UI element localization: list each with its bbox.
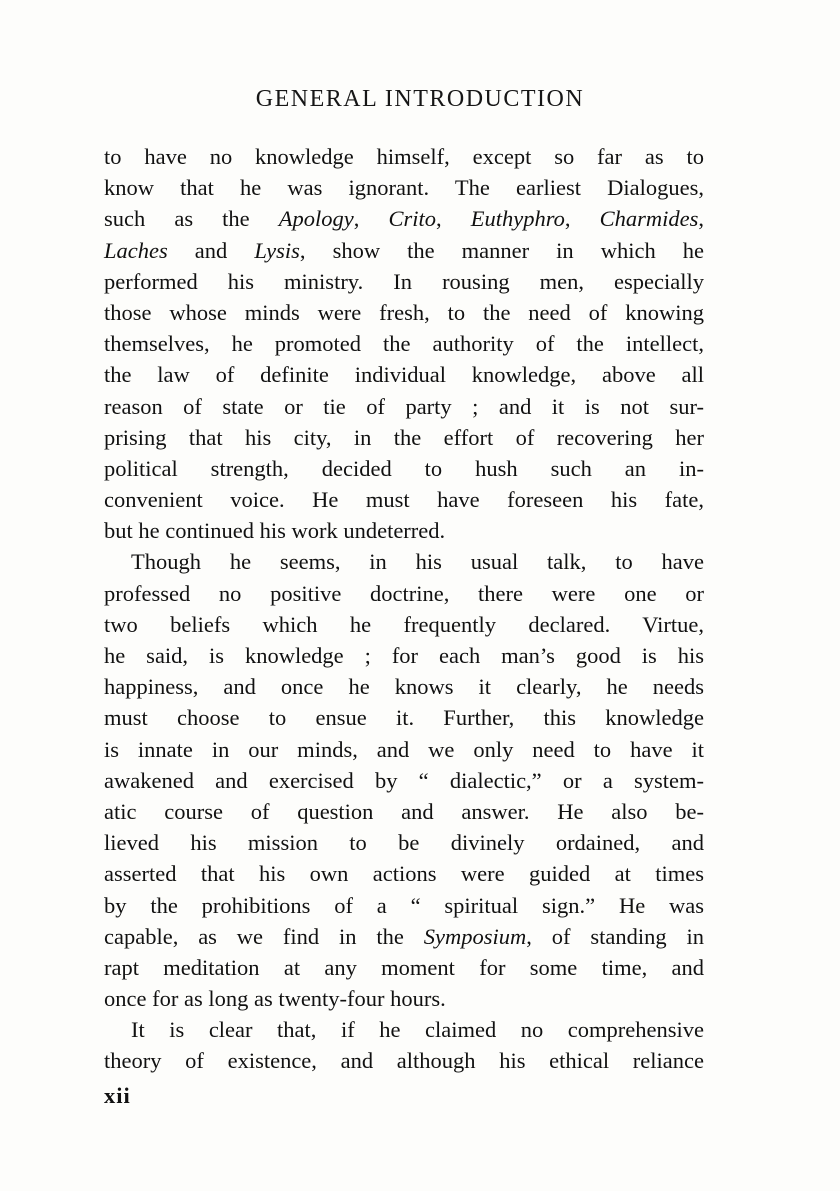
text-line: Laches and Lysis, show the manner in which he xyxy=(104,237,704,263)
text-line: those whose minds were fresh, to the need of knowing xyxy=(104,299,704,325)
italic-title: Laches xyxy=(104,237,168,263)
italic-title: Lysis xyxy=(254,237,300,263)
text-line: professed no positive doctrine, there were one or xyxy=(104,580,704,606)
italic-title: Charmides xyxy=(599,206,699,232)
text-line: lieved his mission to be divinely ordained, and xyxy=(104,830,704,856)
text-line: atic course of question and answer. He also be- xyxy=(104,798,704,824)
text-line: convenient voice. He must have foreseen his fate, xyxy=(104,487,704,513)
text-line: themselves, he promoted the authority of the intellect, xyxy=(104,331,704,357)
text-line: prising that his city, in the effort of recovering her xyxy=(104,424,704,450)
page-number: xii xyxy=(104,1083,131,1108)
text-line: the law of definite individual knowledge, above all xyxy=(104,362,704,388)
italic-title: Crito xyxy=(388,206,437,232)
text-line: such as the Apology, Crito, Euthyphro, Charmides, xyxy=(104,206,705,232)
text-line: theory of existence, and although his ethical reliance xyxy=(104,1048,704,1074)
text-line: to have no knowledge himself, except so far as to xyxy=(104,144,704,169)
text-line: performed his ministry. In rousing men, especially xyxy=(104,268,704,294)
text-line: two beliefs which he frequently declared. Virtue, xyxy=(104,611,704,637)
italic-title: Symposium xyxy=(423,923,527,949)
text-line: once for as long as twenty-four hours. xyxy=(104,986,446,1012)
text-line: happiness, and once he knows it clearly, he needs xyxy=(104,674,704,700)
text-line: Though he seems, in his usual talk, to have xyxy=(131,549,704,575)
text-line: reason of state or tie of party ; and it is not sur- xyxy=(104,393,704,419)
text-line: asserted that his own actions were guided at times xyxy=(104,861,704,887)
text-line: awakened and exercised by “ dialectic,” or a system- xyxy=(104,767,704,793)
text-line: must choose to ensue it. Further, this knowledge xyxy=(104,705,704,731)
text-line: capable, as we find in the Symposium, of standing in xyxy=(104,923,704,949)
text-line: but he continued his work undeterred. xyxy=(104,518,446,544)
italic-title: Apology xyxy=(278,206,354,232)
running-head: GENERAL INTRODUCTION xyxy=(255,86,585,112)
text-line: know that he was ignorant. The earliest Dialogues, xyxy=(104,175,704,201)
text-line: rapt meditation at any moment for some time, and xyxy=(104,954,704,980)
text-line: he said, is knowledge ; for each man’s good is his xyxy=(104,643,704,668)
text-line: is innate in our minds, and we only need to have it xyxy=(104,736,704,762)
text-line: by the prohibitions of a “ spiritual sign.” He was xyxy=(104,892,704,918)
italic-title: Euthyphro xyxy=(470,206,565,232)
text-line: political strength, decided to hush such an in- xyxy=(104,455,704,481)
body-text xyxy=(104,141,704,1077)
text-line: It is clear that, if he claimed no comprehensive xyxy=(131,1017,704,1043)
